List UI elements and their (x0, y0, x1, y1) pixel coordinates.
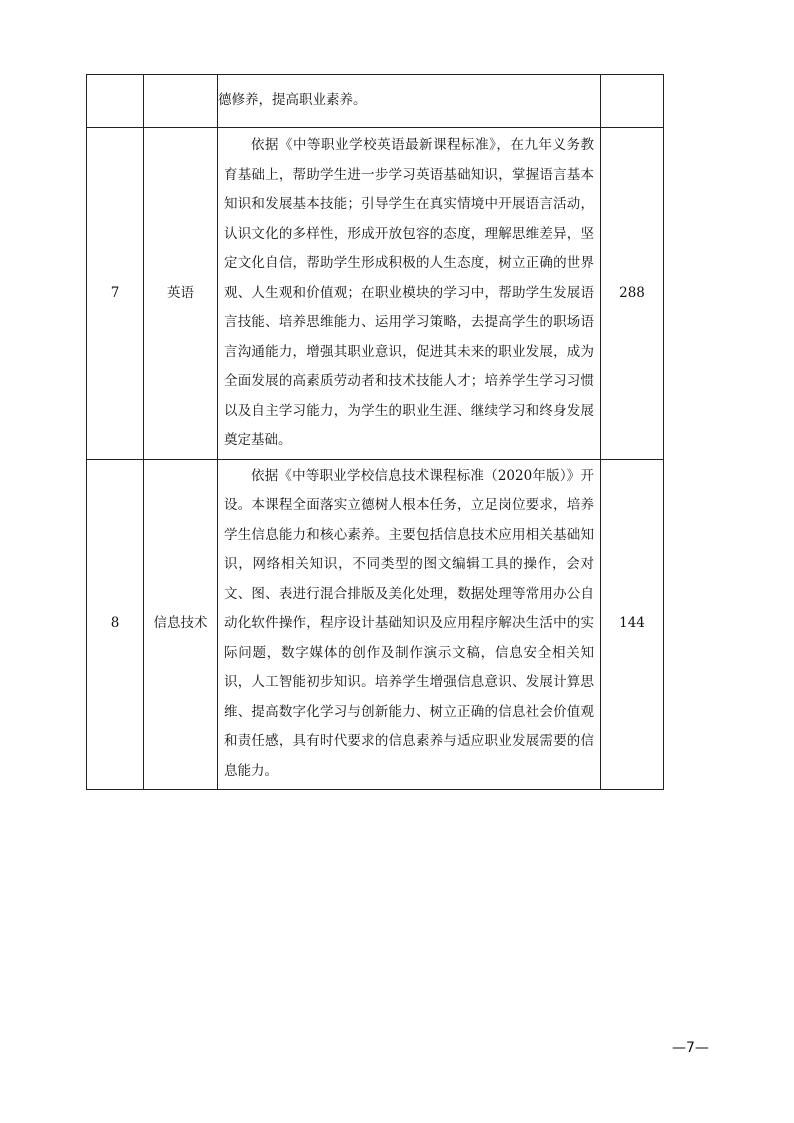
class-hours: 144 (601, 459, 664, 790)
row-number: 7 (87, 128, 144, 460)
table-row (87, 459, 664, 790)
curriculum-table (86, 74, 664, 790)
table-row (87, 128, 664, 460)
description-paragraph: 依据《中等职业学校信息技术课程标准（2020年版）》开设。本课程全面落实立德树人根本任务，立足岗位要求，培养学生信息能力和核心素养。主要包括信息技术应用相关基础知识，网络相关知识，不同类型的图文编辑工具的操作，会对文、图、表进行混合排版及美化处理，数据处理等常用办公自动化软件操作，程序设计基础知识及应用程序解决生活中的实际问题，数字媒体的创作及制作演示文稿，信息安全相关知识，人工智能初步知识。培养学生增强信息意识、发展计算思维、提高数字化学习与创新能力、树立正确的信息社会价值观和责任感，具有时代要求的信息素养与适应职业发展需要的信息能力。 (224, 467, 594, 779)
class-hours (601, 75, 664, 128)
table-row (87, 75, 664, 128)
description-continuation: 德修养，提高职业素养。 (218, 92, 367, 109)
row-number (87, 75, 144, 128)
subject-name: 英语 (144, 128, 218, 460)
course-description (218, 75, 601, 128)
row-number: 8 (87, 459, 144, 790)
course-description (218, 459, 601, 790)
class-hours: 288 (601, 128, 664, 460)
description-paragraph: 依据《中等职业学校英语最新课程标准》，在九年义务教育基础上，帮助学生进一步学习英语基础知识，掌握语言基本知识和发展基本技能；引导学生在真实情境中开展语言活动，认识文化的多样性，形成开放包容的态度，理解思维差异，坚定文化自信，帮助学生形成积极的人生态度，树立正确的世界观、人生观和价值观；在职业模块的学习中，帮助学生发展语言技能、培养思维能力、运用学习策略，去提高学生的职场语言沟通能力，增强其职业意识，促进其未来的职业发展，成为全面发展的高素质劳动者和技术技能人才；培养学生学习习惯以及自主学习能力，为学生的职业生涯、继续学习和终身发展奠定基础。 (224, 137, 594, 448)
page-number: —7— (672, 1040, 709, 1056)
subject-name: 信息技术 (144, 459, 218, 790)
subject-name (144, 75, 218, 128)
course-description (218, 128, 601, 460)
